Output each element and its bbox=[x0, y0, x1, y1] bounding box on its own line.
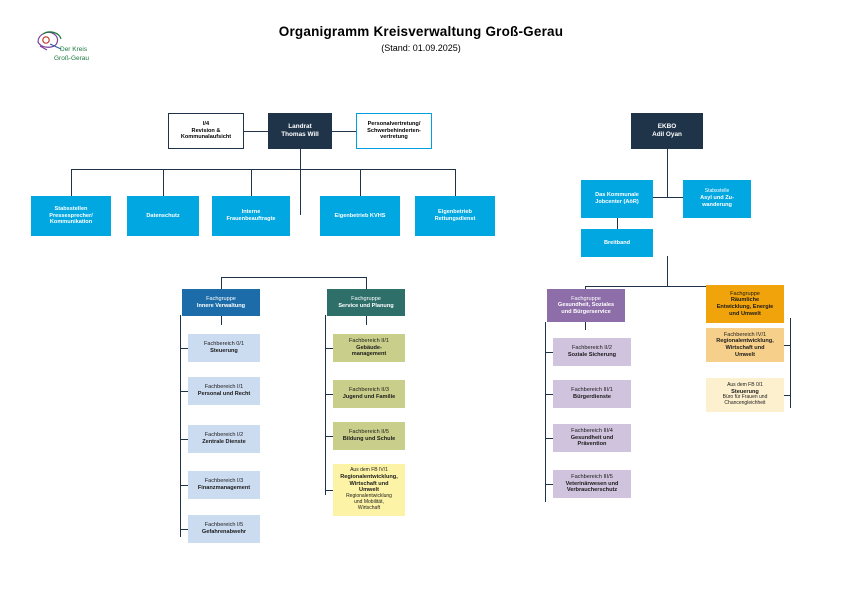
node-line: Kommunikation bbox=[49, 219, 93, 226]
connector bbox=[251, 169, 252, 196]
node-line: Aus dem FB 0/1 bbox=[727, 381, 763, 388]
node-fb-i-3-finanzmanagement[interactable] bbox=[188, 471, 260, 499]
node-fb-ii-5-bildung-und-schule[interactable] bbox=[333, 422, 405, 450]
node-line: Veterinärwesen und bbox=[565, 480, 619, 487]
node-line: Personalvertretung/ bbox=[367, 121, 421, 128]
node-line: Entwicklung, Energie bbox=[716, 304, 774, 310]
node-line: Revision & bbox=[191, 127, 221, 134]
node-breitband[interactable] bbox=[581, 229, 653, 257]
connector bbox=[221, 277, 222, 289]
node-line: Personal und Recht bbox=[197, 391, 251, 397]
node-fb-ii-3-jugend-und-familie[interactable] bbox=[333, 380, 405, 408]
node-fb-iii-1-buergerdienste[interactable] bbox=[553, 380, 631, 408]
connector bbox=[585, 322, 586, 330]
node-line: Fachbereich I/3 bbox=[204, 478, 244, 485]
connector bbox=[360, 169, 361, 196]
connector bbox=[221, 277, 366, 278]
node-line: Eigenbetrieb KVHS bbox=[334, 212, 386, 219]
connector bbox=[180, 391, 188, 392]
connector bbox=[366, 315, 367, 325]
node-line: Umwelt bbox=[359, 487, 379, 494]
connector bbox=[180, 439, 188, 440]
node-line: Fachbereich II/5 bbox=[348, 429, 390, 436]
node-line: Das Kommunale bbox=[595, 192, 639, 199]
node-fb-iv-1-regionalentwicklung[interactable] bbox=[706, 328, 784, 362]
node-line: Innere Verwaltung bbox=[196, 302, 246, 309]
connector bbox=[71, 169, 455, 170]
node-line: Fachbereich II/3 bbox=[348, 387, 390, 394]
node-line: Fachbereich III/1 bbox=[571, 387, 613, 394]
node-line: Finanzmanagement bbox=[197, 485, 251, 491]
node-line: Stabsstelle bbox=[704, 188, 730, 195]
node-line: Gefahrenabwehr bbox=[201, 529, 247, 535]
node-datenschutz[interactable] bbox=[127, 196, 199, 236]
node-line: Wirtschaft und bbox=[349, 480, 389, 487]
node-line: und Mobilität, bbox=[354, 498, 384, 505]
node-line: Regionalentwicklung bbox=[346, 493, 392, 499]
node-line: Gesundheit, Soziales bbox=[557, 302, 615, 309]
connector bbox=[545, 322, 546, 502]
node-line: Wirtschaft und bbox=[725, 345, 765, 351]
connector bbox=[325, 394, 333, 395]
node-line: Zentrale Dienste bbox=[202, 439, 246, 445]
connector bbox=[667, 256, 668, 286]
node-line: Fachgruppe bbox=[730, 290, 760, 297]
node-line: Regionalentwicklung, bbox=[716, 338, 774, 345]
node-line: Fachbereich 0/1 bbox=[203, 341, 245, 348]
node-personalvertretung[interactable] bbox=[356, 113, 432, 149]
node-line: Bürgerdienste bbox=[573, 394, 611, 400]
connector bbox=[455, 169, 456, 196]
connector bbox=[163, 169, 164, 196]
node-line: Fachbereich I/5 bbox=[204, 522, 244, 529]
connector bbox=[667, 149, 668, 197]
node-line: Fachbereich II/2 bbox=[571, 345, 613, 352]
node-fachgruppe-gesundheit-soziales[interactable] bbox=[547, 289, 625, 322]
connector bbox=[244, 131, 268, 132]
connector bbox=[366, 277, 367, 289]
node-revision-kommunalaufsicht[interactable] bbox=[168, 113, 244, 149]
node-line: Gesundheit und bbox=[570, 434, 614, 441]
node-fachgruppe-raeumliche-entwicklung[interactable] bbox=[706, 285, 784, 323]
node-line: Fachbereich II/1 bbox=[348, 338, 390, 345]
node-line: Umwelt bbox=[735, 351, 755, 358]
connector bbox=[221, 315, 222, 325]
node-line: Fachgruppe bbox=[351, 295, 381, 302]
node-line: Prävention bbox=[577, 441, 607, 448]
node-line: Fachbereich III/5 bbox=[571, 474, 613, 481]
node-eigenbetrieb-rettungsdienst[interactable] bbox=[415, 196, 495, 236]
node-fb-iii-5-veterinaerwesen[interactable] bbox=[553, 470, 631, 498]
connector bbox=[325, 490, 333, 491]
node-line: Breitband bbox=[603, 239, 631, 246]
node-line: Schwerbehinderten- bbox=[367, 127, 421, 134]
connector bbox=[325, 315, 326, 495]
node-line: Bildung und Schule bbox=[342, 436, 396, 442]
node-ekbo[interactable] bbox=[631, 113, 703, 149]
node-line: Jobcenter (AöR) bbox=[595, 199, 639, 205]
node-fb-0-1-steuerung[interactable] bbox=[188, 334, 260, 362]
node-fb-ii-1-gebaeudemanagement[interactable] bbox=[333, 334, 405, 362]
node-line: management bbox=[351, 351, 387, 358]
node-kommunales-jobcenter[interactable] bbox=[581, 180, 653, 218]
node-line: Thomas Will bbox=[281, 131, 319, 138]
node-fb-i-2-zentrale-dienste[interactable] bbox=[188, 425, 260, 453]
node-line: Soziale Sicherung bbox=[567, 352, 617, 358]
node-asyl-zuwanderung[interactable] bbox=[683, 180, 751, 218]
node-fb-iii-4-gesundheit-praevention[interactable] bbox=[553, 424, 631, 452]
node-line: Aus dem FB IV/1 bbox=[350, 467, 388, 474]
connector bbox=[325, 436, 333, 437]
node-line: Stabsstellen bbox=[54, 206, 88, 213]
node-landrat[interactable] bbox=[268, 113, 332, 149]
connector bbox=[300, 149, 301, 215]
node-eigenbetrieb-kvhs[interactable] bbox=[320, 196, 400, 236]
node-line: vertretung bbox=[380, 134, 408, 141]
node-line: Verbraucherschutz bbox=[566, 487, 618, 494]
logo-line-1: Der Kreis bbox=[60, 46, 88, 53]
node-line: Eigenbetrieb bbox=[438, 209, 472, 216]
node-line: Chancengleichheit bbox=[724, 400, 766, 407]
node-fachgruppe-service-und-planung[interactable] bbox=[327, 289, 405, 316]
node-line: Wirtschaft bbox=[357, 504, 381, 511]
node-line: Fachgruppe bbox=[571, 295, 601, 302]
node-fb-i-1-personal-und-recht[interactable] bbox=[188, 377, 260, 405]
node-line: und Umwelt bbox=[729, 310, 761, 317]
node-line: Landrat bbox=[288, 123, 312, 131]
node-line: Adil Oyan bbox=[652, 131, 682, 138]
connector bbox=[545, 438, 553, 439]
connector bbox=[545, 352, 553, 353]
node-line: Datenschutz bbox=[146, 212, 180, 219]
connector bbox=[180, 485, 188, 486]
node-line: Räumliche bbox=[730, 297, 760, 304]
node-line: Interne bbox=[241, 209, 261, 216]
logo-line-2: Groß-Gerau bbox=[54, 55, 90, 62]
page-title: Organigramm Kreisverwaltung Groß-Gerau bbox=[278, 24, 564, 39]
node-line: Fachbereich IV/1 bbox=[723, 331, 767, 338]
node-line: Frauenbeauftragte bbox=[226, 216, 276, 222]
connector bbox=[332, 131, 356, 132]
node-line: Fachbereich III/4 bbox=[571, 428, 613, 435]
node-line: Regionalentwicklung, bbox=[340, 474, 398, 481]
node-line: Fachgruppe bbox=[206, 295, 236, 302]
connector bbox=[545, 394, 553, 395]
node-line: Fachbereich I/2 bbox=[204, 432, 244, 439]
node-line: Steuerung bbox=[731, 388, 759, 395]
node-fb-ii-2-soziale-sicherung[interactable] bbox=[553, 338, 631, 366]
node-line: I/4 bbox=[202, 121, 210, 128]
node-line: Jugend und Familie bbox=[342, 394, 396, 400]
node-line: Steuerung bbox=[210, 348, 238, 354]
page-subtitle: (Stand: 01.09.2025) bbox=[381, 43, 461, 53]
node-fb-i-5-gefahrenabwehr[interactable] bbox=[188, 515, 260, 543]
node-line: Büro für Frauen und bbox=[722, 394, 768, 401]
node-line: Service und Planung bbox=[338, 302, 394, 309]
node-line: Pressesprecher/ bbox=[49, 212, 93, 219]
connector bbox=[325, 348, 333, 349]
connector bbox=[180, 348, 188, 349]
node-line: Kommunalaufsicht bbox=[180, 134, 232, 141]
node-line: Asyl und Zu- bbox=[700, 195, 734, 202]
connector bbox=[545, 484, 553, 485]
node-line: EKBO bbox=[657, 123, 677, 131]
connector bbox=[180, 529, 188, 530]
node-aus-fb-0-1-buero-frauen-chancengleichheit[interactable] bbox=[706, 378, 784, 412]
node-line: und Bürgerservice bbox=[561, 308, 611, 315]
node-line: Fachbereich I/1 bbox=[204, 384, 244, 391]
node-line: Rettungsdienst bbox=[434, 216, 476, 222]
node-line: Gebäude- bbox=[356, 344, 382, 351]
node-line: wanderung bbox=[702, 201, 732, 208]
node-aus-fb-iv-1-regionalentwicklung[interactable] bbox=[333, 464, 405, 516]
node-interne-frauenbeauftragte[interactable] bbox=[212, 196, 290, 236]
node-stabsstellen-kommunikation[interactable] bbox=[31, 196, 111, 236]
connector bbox=[71, 169, 72, 196]
connector bbox=[790, 318, 791, 408]
node-fachgruppe-innere-verwaltung[interactable] bbox=[182, 289, 260, 316]
